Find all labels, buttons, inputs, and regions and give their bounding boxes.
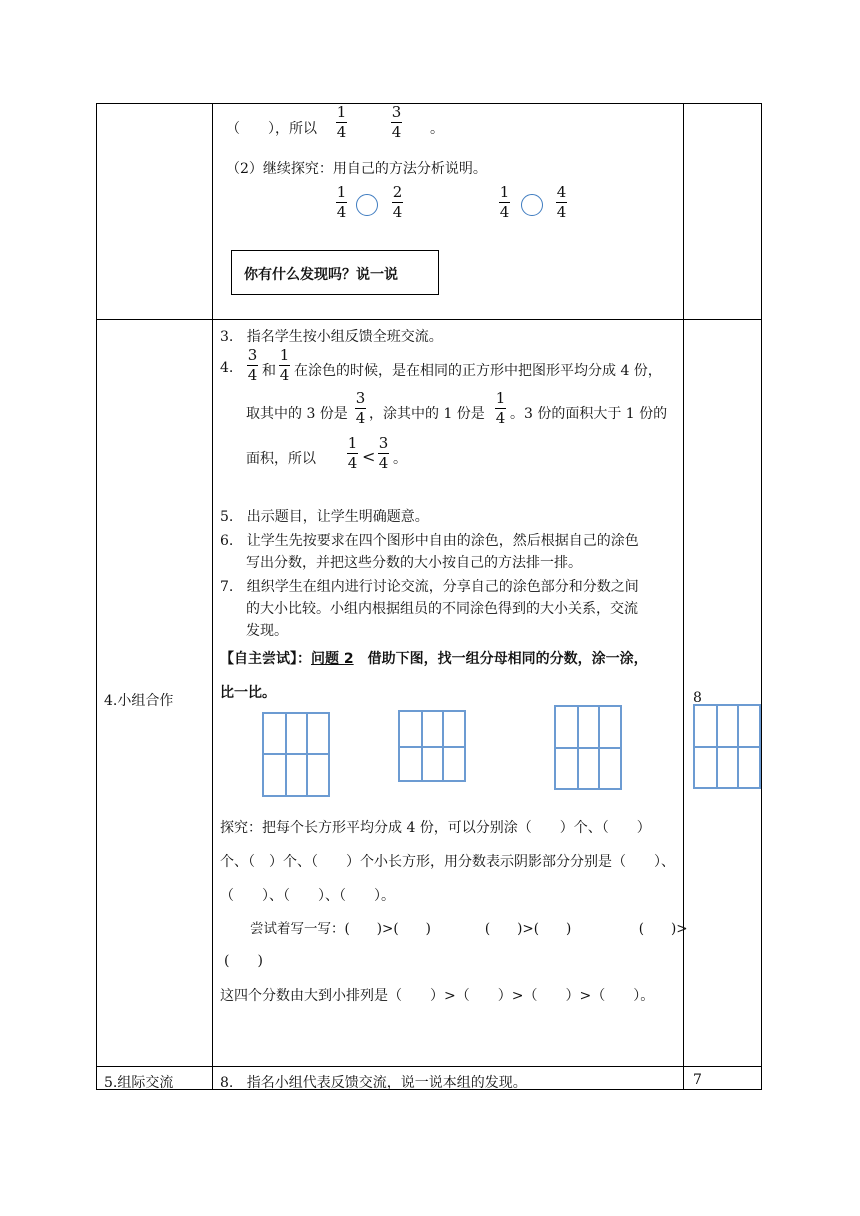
item-6-line1: 6. 让学生先按要求在四个图形中自由的涂色，然后根据自己的涂色	[220, 533, 639, 549]
item-4-text3a: 面积，所以	[246, 451, 316, 467]
row-time: 7	[693, 1072, 702, 1088]
fraction-one-quarter: 1 4	[279, 346, 290, 384]
and-text: 和	[262, 363, 276, 379]
fraction-one-quarter: 1 4	[347, 434, 358, 472]
explore-line1: 探究：把每个长方形平均分成 4 份，可以分别涂（ ）个、（ ）	[220, 820, 651, 836]
write-line1: 尝试着写一写：( )>( ) ( )>( ) ( )>	[250, 921, 688, 937]
self-try-text: 借助下图，找一组分母相同的分数，涂一涂，	[353, 651, 648, 667]
row-time: 8	[693, 690, 702, 706]
rectangle-diagram	[262, 712, 330, 797]
compare-circle-icon	[356, 194, 378, 216]
fraction-three-quarters: 3 4	[247, 346, 258, 384]
item-3: 3. 指名学生按小组反馈全班交流。	[220, 329, 443, 345]
self-try-text-line2: 比一比。	[220, 685, 276, 701]
row-label-intergroup: 5.组际交流	[104, 1075, 174, 1091]
compare-right-a: 1 4	[499, 183, 510, 221]
item-4-text2c: 。3 份的面积大于 1 份的	[510, 406, 668, 422]
item-4-number: 4.	[220, 360, 234, 376]
write-line2: ( )	[224, 953, 263, 969]
item-4-text2b: ，涂其中的 1 份是	[369, 406, 485, 422]
row-label-group-work: 4.小组合作	[104, 693, 174, 709]
item-7-line1: 7. 组织学生在组内进行讨论交流，分享自己的涂色部分和分数之间	[220, 579, 639, 595]
item-4-text1: 在涂色的时候，是在相同的正方形中把图形平均分成 4 份，	[294, 363, 662, 379]
item-5: 5. 出示题目，让学生明确题意。	[220, 509, 429, 525]
fraction-one-quarter: 1 4	[495, 389, 506, 427]
rectangle-diagram	[398, 710, 466, 782]
self-try-heading	[220, 648, 648, 668]
fraction-one-quarter: 1 4	[336, 103, 347, 141]
period: 。	[393, 451, 407, 467]
compare-right-b: 4 4	[556, 183, 567, 221]
explore-instruction: （2）继续探究：用自己的方法分析说明。	[226, 161, 487, 177]
less-than: <	[362, 447, 376, 466]
explore-line3: （ ）、（ ）、（ ）。	[220, 888, 395, 904]
fraction-three-quarters: 3 4	[355, 389, 366, 427]
compare-left-a: 1 4	[336, 183, 347, 221]
period: 。	[430, 121, 444, 137]
compare-circle-icon	[521, 194, 543, 216]
paren-text: （ ），所以	[226, 121, 317, 137]
self-try-label: 【自主尝试】：	[220, 651, 311, 667]
explore-line2: 个、（ ）个、（ ）个小长方形，用分数表示阴影部分分别是（ ）、	[220, 854, 675, 870]
question-number: 问题 2	[311, 651, 354, 667]
fraction-three-quarters: 3 4	[391, 103, 402, 141]
rectangle-diagram	[554, 705, 622, 790]
order-line: 这四个分数由大到小排列是（ ）>（ ）>（ ）>（ ）。	[220, 988, 655, 1004]
fraction-three-quarters: 3 4	[378, 434, 389, 472]
item-4-text2a: 取其中的 3 份是	[246, 406, 348, 422]
item-8: 8. 指名小组代表反馈交流，说一说本组的发现。	[220, 1075, 527, 1091]
rectangle-diagram	[693, 704, 761, 789]
compare-left-b: 2 4	[392, 183, 403, 221]
discovery-text: 你有什么发现吗？说一说	[244, 267, 398, 283]
item-7-line2: 的大小比较。小组内根据组员的不同涂色得到的大小关系，交流	[246, 601, 638, 617]
item-7-line3: 发现。	[246, 623, 288, 639]
item-6-line2: 写出分数，并把这些分数的大小按自己的方法排一排。	[246, 555, 582, 571]
